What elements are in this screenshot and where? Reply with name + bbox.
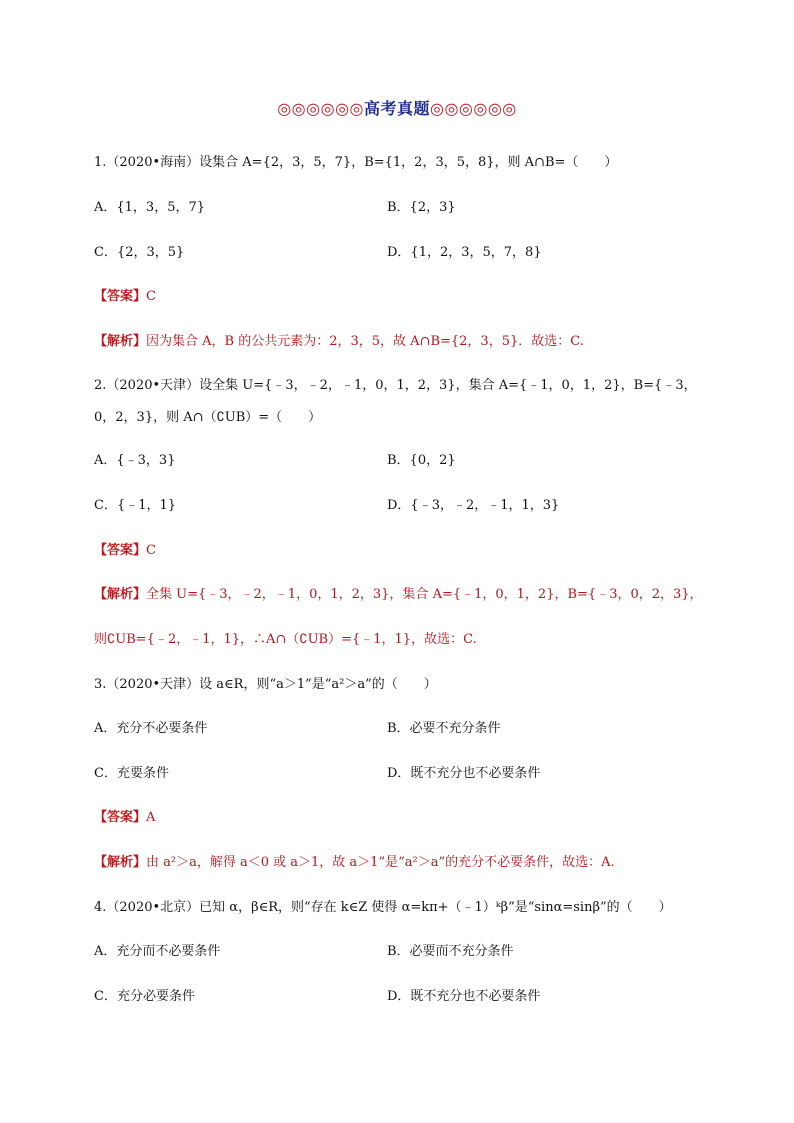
ring-decoration-right: ◎◎◎◎◎◎	[430, 99, 517, 118]
page-title	[0, 96, 794, 119]
q1-option-d: D．{1，2，3，5，7，8}	[387, 245, 542, 260]
q1-option-b: B．{2，3}	[387, 200, 456, 215]
q1-answer	[94, 288, 156, 306]
q2-stem-line2: 0，2，3}，则 A∩（∁UB）=（ ）	[94, 410, 322, 425]
q4-stem: 4.（2020•北京）已知 α，β∈R，则“存在 k∈Z 使得 α=kπ+（﹣1）ᵏβ”是“sinα=sinβ”的（ ）	[94, 900, 672, 915]
q1-option-c: C．{2，3，5}	[94, 245, 185, 260]
q2-option-d: D．{﹣3，﹣2，﹣1，1，3}	[387, 498, 560, 513]
q2-option-c: C．{﹣1，1}	[94, 498, 177, 513]
answer-value: C	[146, 543, 156, 558]
q3-answer	[94, 809, 155, 827]
q3-analysis	[94, 854, 615, 872]
q2-option-a: A．{﹣3，3}	[94, 453, 176, 468]
q3-option-c: C．充要条件	[94, 766, 169, 781]
q1-option-a: A．{1，3，5，7}	[94, 200, 206, 215]
q4-option-c: C．充分必要条件	[94, 989, 195, 1004]
q1-analysis	[94, 333, 584, 351]
q2-analysis-line2: 则∁UB={﹣2，﹣1，1}，∴A∩（∁UB）={﹣1，1}，故选：C.	[94, 632, 477, 647]
q2-option-b: B．{0，2}	[387, 453, 456, 468]
answer-tag: 【答案】	[94, 810, 147, 825]
q2-analysis-line1	[94, 586, 703, 604]
q4-option-b: B．必要而不充分条件	[387, 944, 514, 959]
q1-stem: 1.（2020•海南）设集合 A={2，3，5，7}，B={1，2，3，5，8}，则 A∩B=（ ）	[94, 155, 618, 170]
analysis-tag: 【解析】	[94, 587, 147, 602]
ring-decoration-left: ◎◎◎◎◎◎	[277, 99, 364, 118]
q3-option-b: B．必要不充分条件	[387, 721, 501, 736]
answer-value: C	[146, 289, 156, 304]
q4-option-a: A．充分而不必要条件	[94, 944, 221, 959]
analysis-tag: 【解析】	[94, 334, 147, 349]
answer-value: A	[146, 810, 156, 825]
analysis-tag: 【解析】	[94, 855, 147, 870]
q3-stem: 3.（2020•天津）设 a∈R，则“a＞1”是“a²＞a”的（ ）	[94, 677, 437, 692]
q2-answer	[94, 542, 156, 560]
answer-tag: 【答案】	[94, 289, 147, 304]
answer-tag: 【答案】	[94, 543, 147, 558]
analysis-text: 因为集合 A，B 的公共元素为：2，3，5，故 A∩B={2，3，5}．故选：C.	[146, 334, 584, 349]
q2-stem-line1: 2.（2020•天津）设全集 U={﹣3，﹣2，﹣1，0，1，2，3}，集合 A={﹣1，0，1，2}，B={﹣3，	[94, 378, 697, 393]
q4-option-d: D．既不充分也不必要条件	[387, 989, 541, 1004]
analysis-text: 全集 U={﹣3，﹣2，﹣1，0，1，2，3}，集合 A={﹣1，0，1，2}，B={﹣3，0，2，3}，	[146, 587, 703, 602]
q3-option-d: D．既不充分也不必要条件	[387, 766, 541, 781]
title-text: 高考真题	[363, 99, 430, 118]
analysis-text: 由 a²＞a，解得 a＜0 或 a＞1，故 a＞1”是“a²＞a”的充分不必要条件，故选：A.	[146, 855, 615, 870]
q3-option-a: A．充分不必要条件	[94, 721, 208, 736]
